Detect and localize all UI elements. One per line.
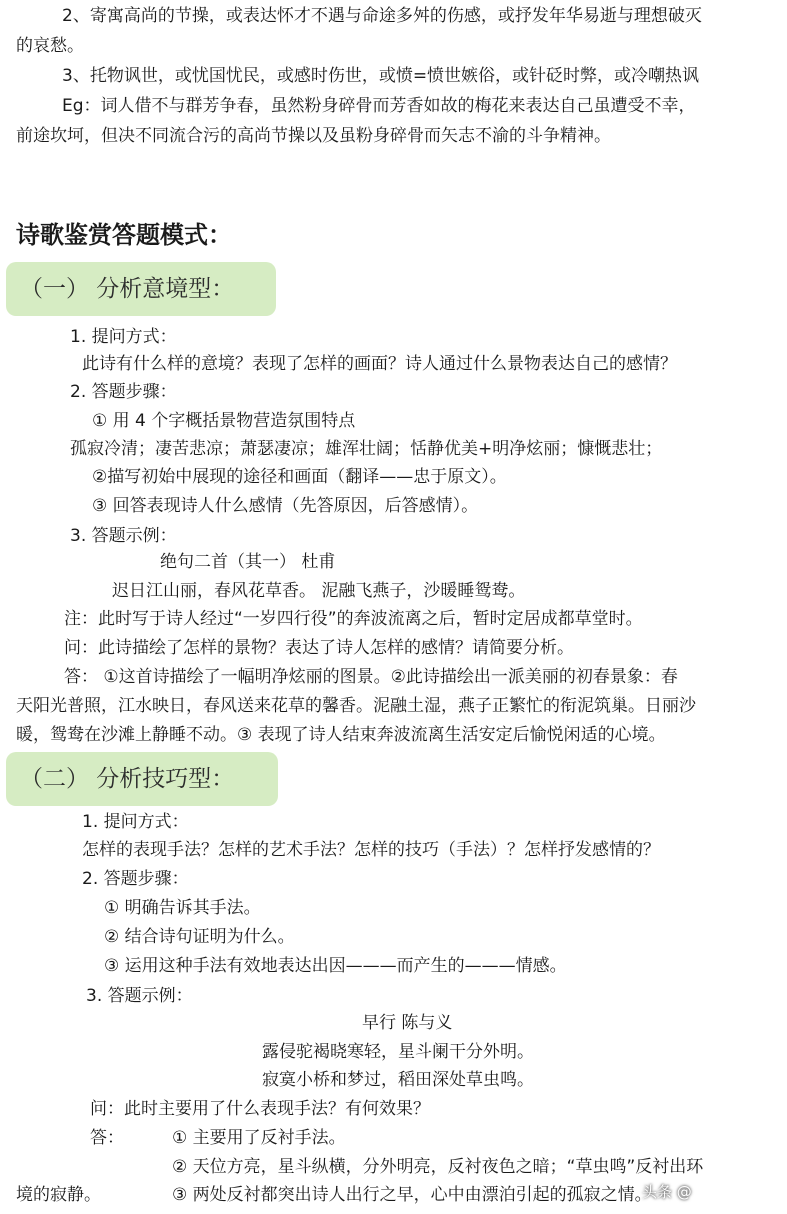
- text-line: 问：此诗描绘了怎样的景物？表达了诗人怎样的感情？请简要分析。: [64, 638, 574, 658]
- text-line: ② 结合诗句证明为什么。: [104, 927, 295, 947]
- text-line: 注：此时写于诗人经过“一岁四行役”的奔波流离之后，暂时定居成都草堂时。: [64, 609, 643, 629]
- text-line: 答： ①这首诗描绘了一幅明净炫丽的图景。②此诗描绘出一派美丽的初春景象：春: [64, 667, 678, 687]
- poem-line: 寂寞小桥和梦过，稻田深处草虫鸣。: [262, 1070, 534, 1090]
- text-line: ②描写初始中展现的途径和画面（翻译——忠于原文）。: [92, 467, 507, 487]
- text-line: 境的寂静。: [16, 1185, 101, 1205]
- section-heading: （二） 分析技巧型：: [20, 766, 235, 792]
- poem-line: 露侵驼褐晓寒轻，星斗阑干分外明。: [262, 1042, 534, 1062]
- text-line: 3. 答题示例：: [70, 526, 177, 546]
- text-line: 问：此时主要用了什么表现手法？有何效果？: [90, 1099, 430, 1119]
- poem-title: 绝句二首（其一） 杜甫: [160, 552, 336, 572]
- text-line: ① 用 4 个字概括景物营造氛围特点: [92, 411, 356, 431]
- text-line: ③ 两处反衬都突出诗人出行之早，心中由漂泊引起的孤寂之情。: [172, 1185, 652, 1205]
- text-line: 3. 答题示例：: [86, 986, 193, 1006]
- text-line: 2. 答题步骤：: [70, 382, 177, 402]
- text-line: ① 主要用了反衬手法。: [172, 1128, 346, 1148]
- text-line: ③ 运用这种手法有效地表达出因———而产生的———情感。: [104, 956, 567, 976]
- watermark: 头条 @: [642, 1183, 692, 1201]
- text-line: 怎样的表现手法？怎样的艺术手法？怎样的技巧（手法）？怎样抒发感情的？: [82, 840, 660, 860]
- text-line: 天阳光普照，江水映日，春风送来花草的馨香。泥融土湿，燕子正繁忙的衔泥筑巢。日丽沙: [16, 696, 696, 716]
- text-line: 答：: [90, 1128, 124, 1148]
- text-line: Eg：词人借不与群芳争春，虽然粉身碎骨而芳香如故的梅花来表达自己虽遭受不幸，: [62, 96, 696, 116]
- text-line: 2. 答题步骤：: [82, 869, 189, 889]
- text-line: 前途坎坷，但决不同流合污的高尚节操以及虽粉身碎骨而矢志不渝的斗争精神。: [16, 126, 611, 146]
- text-line: ③ 回答表现诗人什么感情（先答原因，后答感情）。: [92, 496, 479, 516]
- poem-title: 早行 陈与义: [362, 1013, 453, 1033]
- text-line: 1. 提问方式：: [82, 812, 189, 832]
- text-line: 1. 提问方式：: [70, 327, 177, 347]
- text-line: 2、寄寓高尚的节操，或表达怀才不遇与命途多舛的伤感，或抒发年华易逝与理想破灭: [62, 6, 702, 26]
- text-line: 的哀愁。: [16, 36, 84, 56]
- text-line: 此诗有什么样的意境？表现了怎样的画面？诗人通过什么景物表达自己的感情？: [82, 354, 677, 374]
- text-line: ① 明确告诉其手法。: [104, 898, 261, 918]
- poem-lines: 迟日江山丽，春风花草香。 泥融飞燕子，沙暖睡鸳鸯。: [112, 581, 526, 601]
- text-line: 3、托物讽世，或忧国忧民，或感时伤世，或愤=愤世嫉俗，或针砭时弊，或冷嘲热讽: [62, 66, 700, 86]
- text-line: 暖，鸳鸯在沙滩上静睡不动。③ 表现了诗人结束奔波流离生活安定后愉悦闲适的心境。: [16, 725, 666, 745]
- page-title: 诗歌鉴赏答题模式：: [16, 221, 232, 249]
- section-heading: （一） 分析意境型：: [20, 276, 235, 302]
- text-line: ② 天位方亮，星斗纵横，分外明亮，反衬夜色之暗；“草虫鸣”反衬出环: [172, 1157, 704, 1177]
- text-line: 孤寂冷清；凄苦悲凉；萧瑟凄凉；雄浑壮阔；恬静优美+明净炫丽；慷慨悲壮；: [70, 439, 663, 459]
